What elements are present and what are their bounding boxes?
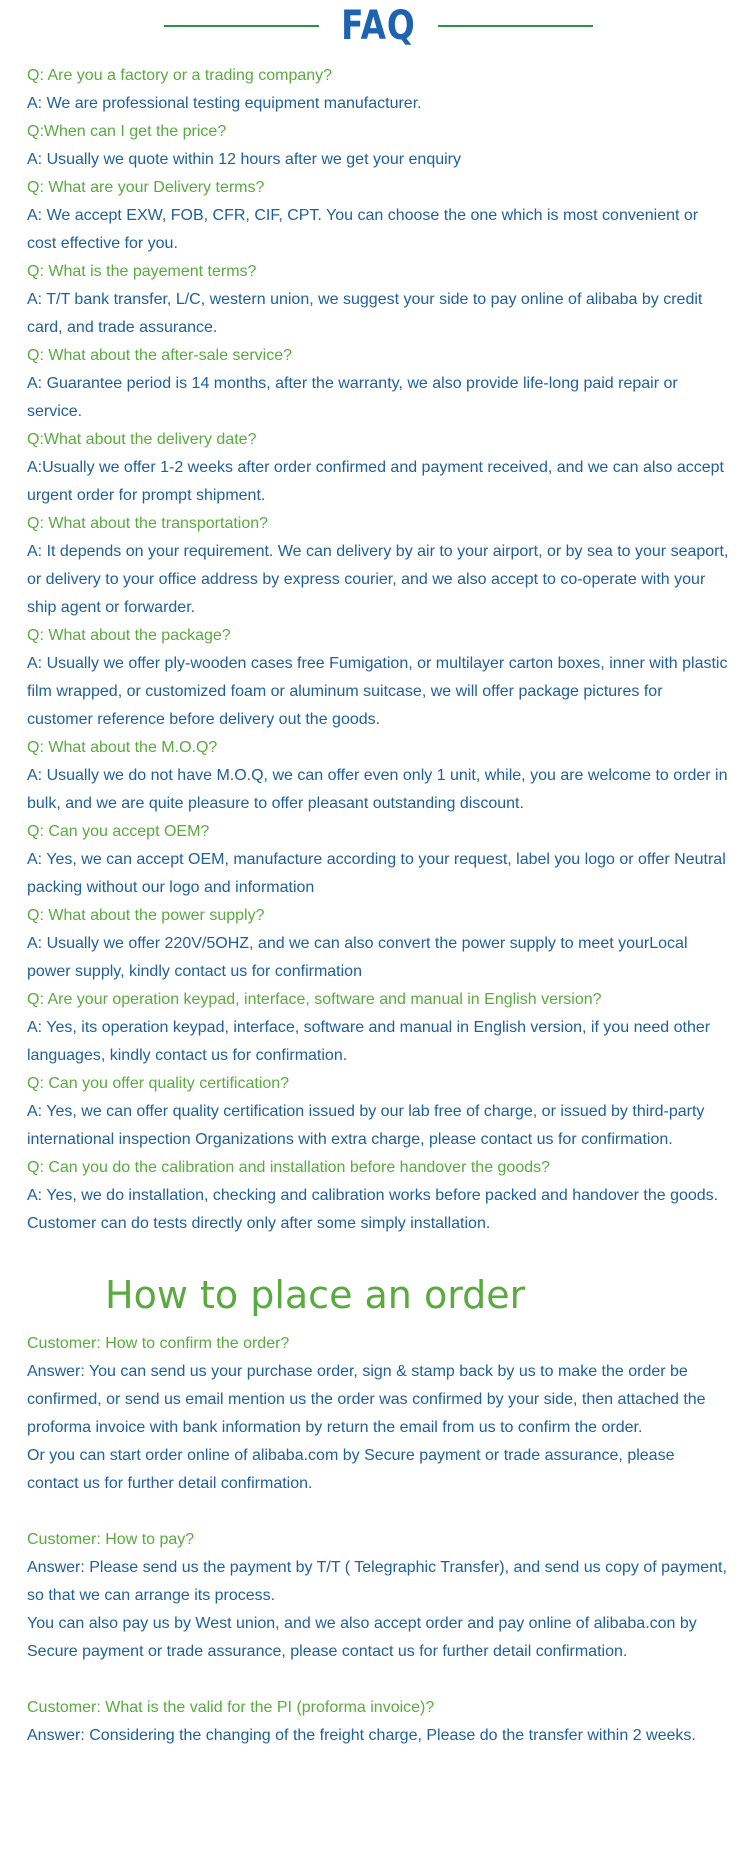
faq-question: Q: Can you do the calibration and installation before handover the goods? xyxy=(27,1159,551,1176)
customer-question: Customer: How to pay? xyxy=(27,1531,195,1548)
order-block-confirm xyxy=(27,1330,730,1498)
faq-list xyxy=(27,62,730,1238)
faq-answer: A: It depends on your requirement. We can delivery by air to your airport, or by sea to your seaport, or delivery to your office address by express courier, and we also accept to co-operate with your ship agent or forwarder. xyxy=(27,543,729,616)
faq-answer: A: T/T bank transfer, L/C, western union, we suggest your side to pay online of alibaba by credit card, and trade assurance. xyxy=(27,291,703,336)
faq-right-divider xyxy=(438,25,593,27)
faq-question: Q: What is the payement terms? xyxy=(27,263,257,280)
faq-question: Q: What about the package? xyxy=(27,627,231,644)
faq-answer: A: We are professional testing equipment manufacturer. xyxy=(27,95,422,112)
faq-question: Q: What about the after-sale service? xyxy=(27,347,293,364)
faq-answer: A: Usually we do not have M.O.Q, we can offer even only 1 unit, while, you are welcome to order in bulk, and we are quite pleasure to offer pleasant outstanding discount. xyxy=(27,767,728,812)
faq-question: Q: What about the transportation? xyxy=(27,515,269,532)
faq-question: Q:When can I get the price? xyxy=(27,123,227,140)
faq-answer: A: Guarantee period is 14 months, after the warranty, we also provide life-long paid repair or service. xyxy=(27,375,678,420)
customer-question: Customer: What is the valid for the PI (proforma invoice)? xyxy=(27,1699,435,1716)
order-answer: Or you can start order online of alibaba.com by Secure payment or trade assurance, please contact us for further detail confirmation. xyxy=(27,1447,675,1492)
faq-header xyxy=(27,0,730,52)
faq-question: Q: Can you accept OEM? xyxy=(27,823,210,840)
faq-question: Q: What about the power supply? xyxy=(27,907,265,924)
faq-answer: A: Usually we offer 220V/5OHZ, and we can also convert the power supply to meet yourLocal power supply, kindly contact us for confirmation xyxy=(27,935,688,980)
faq-question: Q: Can you offer quality certification? xyxy=(27,1075,290,1092)
faq-answer: A: Usually we quote within 12 hours after we get your enquiry xyxy=(27,151,462,168)
faq-title: FAQ xyxy=(341,3,416,49)
faq-answer: A: Yes, we do installation, checking and calibration works before packed and handover the goods. Customer can do tests directly only after some simply installation. xyxy=(27,1187,719,1232)
customer-question: Customer: How to confirm the order? xyxy=(27,1335,290,1352)
faq-answer: A: We accept EXW, FOB, CFR, CIF, CPT. You can choose the one which is most convenient or cost effective for you. xyxy=(27,207,699,252)
faq-answer: A:Usually we offer 1-2 weeks after order confirmed and payment received, and we can also accept urgent order for prompt shipment. xyxy=(27,459,724,504)
order-answer: Answer: Considering the changing of the freight charge, Please do the transfer within 2 weeks. xyxy=(27,1727,696,1744)
faq-question: Q:What about the delivery date? xyxy=(27,431,257,448)
faq-question: Q: Are you a factory or a trading company? xyxy=(27,67,333,84)
faq-answer: A: Yes, we can accept OEM, manufacture according to your request, label you logo or offer Neutral packing without our logo and information xyxy=(27,851,726,896)
order-answer: You can also pay us by West union, and we also accept order and pay online of alibaba.con by Secure payment or trade assurance, please contact us for further detail confirmation. xyxy=(27,1615,697,1660)
order-answer: Answer: Please send us the payment by T/T ( Telegraphic Transfer), and send us copy of payment, so that we can arrange its process. xyxy=(27,1559,727,1604)
faq-left-divider xyxy=(164,25,319,27)
faq-question: Q: Are your operation keypad, interface, software and manual in English version? xyxy=(27,991,602,1008)
faq-question: Q: What are your Delivery terms? xyxy=(27,179,265,196)
order-block-pay xyxy=(27,1526,730,1666)
faq-answer: A: Usually we offer ply-wooden cases free Fumigation, or multilayer carton boxes, inner with plastic film wrapped, or customized foam or aluminum suitcase, we will offer package pictures for customer reference before delivery out the goods. xyxy=(27,655,728,728)
faq-answer: A: Yes, we can offer quality certification issued by our lab free of charge, or issued by third-party international inspection Organizations with extra charge, please contact us for confirmation. xyxy=(27,1103,705,1148)
faq-question: Q: What about the M.O.Q? xyxy=(27,739,218,756)
order-section-title: How to place an order xyxy=(105,1273,526,1317)
faq-answer: A: Yes, its operation keypad, interface, software and manual in English version, if you need other languages, kindly contact us for confirmation. xyxy=(27,1019,711,1064)
order-block-pi xyxy=(27,1694,730,1750)
order-answer: Answer: You can send us your purchase order, sign & stamp back by us to make the order be confirmed, or send us email mention us the order was confirmed by your side, then attached the proforma invoice with bank information by return the email from us to confirm the order. xyxy=(27,1363,706,1436)
